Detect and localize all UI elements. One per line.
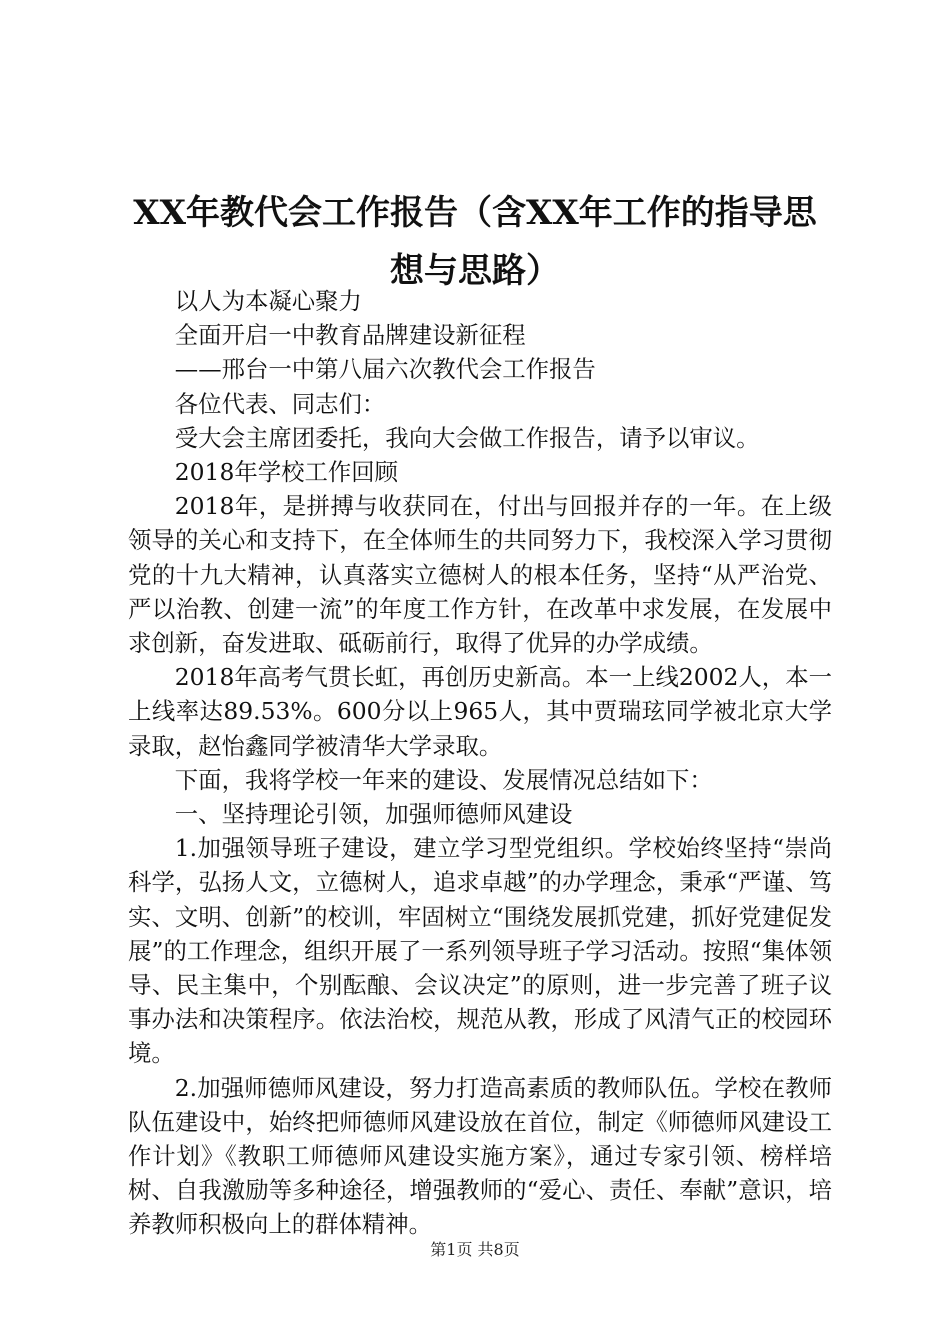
section-heading-one: 一、坚持理论引领，加强师德师风建设 [174, 800, 573, 829]
paragraph-subtitle-2: 全面开启一中教育品牌建设新征程 [174, 321, 526, 350]
paragraph-subtitle-1: 以人为本凝心聚力 [174, 287, 362, 315]
paragraph-year-summary: 2018年，是拼搏与收获同在，付出与回报并存的一年。在上级领导的关心和支持下，在全体师生的共同努力下，我校深入学习贯彻党的十九大精神，认真落实立德树人的根本任务，坚持“从严治党、严以治教、创建一流”的年度工作方针，在改革中求发展，在发展中求创新，奋发进取、砥砺前行，取得了优异的办学成绩。 [128, 492, 832, 658]
paragraph-item-1: 1.加强领导班子建设，建立学习型党组织。学校始终坚持“崇尚科学，弘扬人文，立德树人，追求卓越”的办学理念，秉承“严谨、笃实、文明、创新”的校训，牢固树立“围绕发展抓党建，抓好党建促发展”的工作理念，组织开展了一系列领导班子学习活动。按照“集体领导、民主集中，个别酝酿、会议决定”的原则，进一步完善了班子议事办法和决策程序。依法治校，规范从教，形成了风清气正的校园环境。 [128, 834, 832, 1068]
paragraph-transition: 下面，我将学校一年来的建设、发展情况总结如下： [174, 765, 713, 794]
document-body [128, 284, 832, 1242]
section-heading-review: 2018年学校工作回顾 [174, 458, 399, 487]
paragraph-salutation: 各位代表、同志们： [174, 389, 386, 418]
paragraph-item-2: 2.加强师德师风建设，努力打造高素质的教师队伍。学校在教师队伍建设中，始终把师德师风建设放在首位，制定《师德师风建设工作计划》《教职工师德师风建设实施方案》，通过专家引领、榜样培树、自我激励等多种途径，增强教师的“爱心、责任、奉献”意识，培养教师积极向上的群体精神。 [128, 1073, 832, 1239]
paragraph-intro: 受大会主席团委托，我向大会做工作报告，请予以审议。 [174, 423, 760, 452]
document-title: XX年教代会工作报告（含XX年工作的指导思想与思路） [133, 193, 817, 291]
page-footer: 第1页 共8页 [430, 1240, 520, 1259]
paragraph-subtitle-3: ——邢台一中第八届六次教代会工作报告 [174, 355, 596, 384]
paragraph-exam-results: 2018年高考气贯长虹，再创历史新高。本一上线2002人，本一上线率达89.53%。600分以上965人，其中贾瑞玹同学被北京大学录取，赵怡鑫同学被清华大学录取。 [128, 663, 832, 760]
